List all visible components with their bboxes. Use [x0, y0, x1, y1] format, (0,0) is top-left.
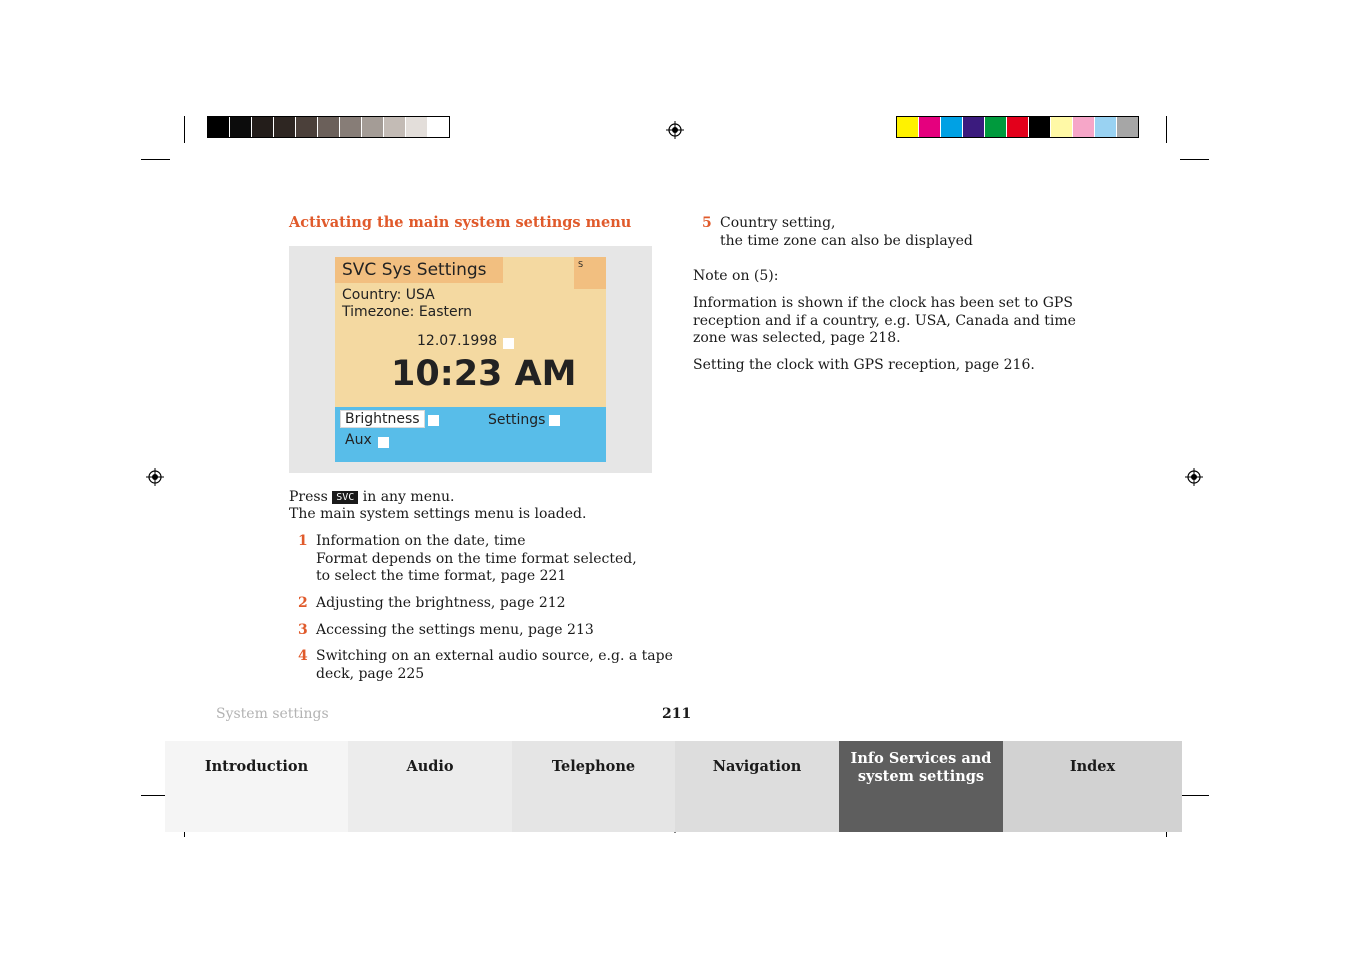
- color-swatch: [985, 117, 1007, 137]
- color-swatch: [897, 117, 919, 137]
- item-number: 5: [702, 215, 712, 231]
- settings-soft-key[interactable]: Settings: [488, 412, 546, 428]
- crop-mark: [1180, 159, 1209, 160]
- display-illustration: [289, 246, 652, 473]
- crop-mark: [141, 159, 170, 160]
- list-item: Adjusting the brightness, page 212: [316, 595, 566, 611]
- color-swatch: [1051, 117, 1073, 137]
- color-swatch: [384, 117, 406, 137]
- list-item: Accessing the settings menu, page 213: [316, 622, 594, 638]
- color-swatch: [1029, 117, 1051, 137]
- aux-soft-key[interactable]: Aux: [345, 432, 372, 448]
- marker-square: [378, 437, 389, 448]
- color-swatch: [208, 117, 230, 137]
- screen-soft-key-bar: [335, 407, 606, 462]
- item-number: 3: [298, 622, 308, 638]
- color-swatch: [1117, 117, 1138, 137]
- note-body: Information is shown if the clock has been set to GPS reception and if a country, e.g. USA, Canada and time zone was selected, page 218.: [693, 295, 1076, 346]
- color-swatch: [406, 117, 428, 137]
- tab-telephone[interactable]: Telephone: [512, 741, 675, 832]
- chapter-tab-bar: [165, 741, 1182, 832]
- item-number: 1: [298, 533, 308, 549]
- color-swatch: [230, 117, 252, 137]
- screen-time: 10:23 AM: [391, 354, 577, 394]
- registration-mark-icon: [666, 121, 684, 139]
- page-number: 211: [662, 706, 692, 722]
- screen-country: Country: USA: [342, 287, 435, 303]
- list-item: Switching on an external audio source, e.g. a tape deck, page 225: [316, 648, 673, 682]
- svc-key-icon: SVC: [332, 491, 358, 504]
- section-heading: Activating the main system settings menu: [289, 214, 632, 231]
- color-swatch: [318, 117, 340, 137]
- marker-square: [549, 415, 560, 426]
- color-swatch: [428, 117, 449, 137]
- tab-audio[interactable]: Audio: [348, 741, 512, 832]
- tab-introduction[interactable]: Introduction: [165, 741, 348, 832]
- marker-square: [428, 415, 439, 426]
- screen-corner-indicator: S: [574, 257, 606, 289]
- tab-index[interactable]: Index: [1003, 741, 1182, 832]
- tab-navigation[interactable]: Navigation: [675, 741, 839, 832]
- brightness-soft-key[interactable]: Brightness: [340, 410, 425, 428]
- svc-screen: [335, 257, 606, 462]
- gps-clock-link[interactable]: Setting the clock with GPS reception, page 216.: [693, 357, 1035, 373]
- color-swatch: [1007, 117, 1029, 137]
- color-swatch: [340, 117, 362, 137]
- loaded-text: The main system settings menu is loaded.: [289, 506, 587, 522]
- grey-color-bar: [207, 116, 450, 138]
- note-title: Note on (5):: [693, 268, 779, 284]
- footer-section-label: System settings: [216, 706, 329, 722]
- screen-title-bar: [335, 257, 503, 283]
- color-swatch: [1073, 117, 1095, 137]
- color-swatch: [362, 117, 384, 137]
- crop-mark: [184, 116, 185, 143]
- color-swatch: [941, 117, 963, 137]
- list-item: Country setting, the time zone can also be displayed: [720, 215, 973, 249]
- registration-mark-icon: [146, 468, 164, 486]
- color-swatch: [1095, 117, 1117, 137]
- screen-date: 12.07.1998: [417, 333, 498, 349]
- screen-timezone: Timezone: Eastern: [342, 304, 473, 320]
- color-swatch: [252, 117, 274, 137]
- list-item: Information on the date, time Format depends on the time format selected, to select the time format, page 221: [316, 533, 637, 584]
- screen-title: SVC Sys Settings: [342, 260, 487, 280]
- item-number: 4: [298, 648, 308, 664]
- color-swatch: [274, 117, 296, 137]
- process-color-bar: [896, 116, 1139, 138]
- crop-mark: [1180, 795, 1209, 796]
- item-number: 2: [298, 595, 308, 611]
- color-swatch: [296, 117, 318, 137]
- marker-square: [503, 338, 514, 349]
- tab-info-services[interactable]: Info Services and system settings: [839, 741, 1003, 832]
- crop-mark: [1166, 116, 1167, 143]
- registration-mark-icon: [1185, 468, 1203, 486]
- press-instruction: Press SVC in any menu.: [289, 489, 455, 505]
- color-swatch: [963, 117, 985, 137]
- color-swatch: [919, 117, 941, 137]
